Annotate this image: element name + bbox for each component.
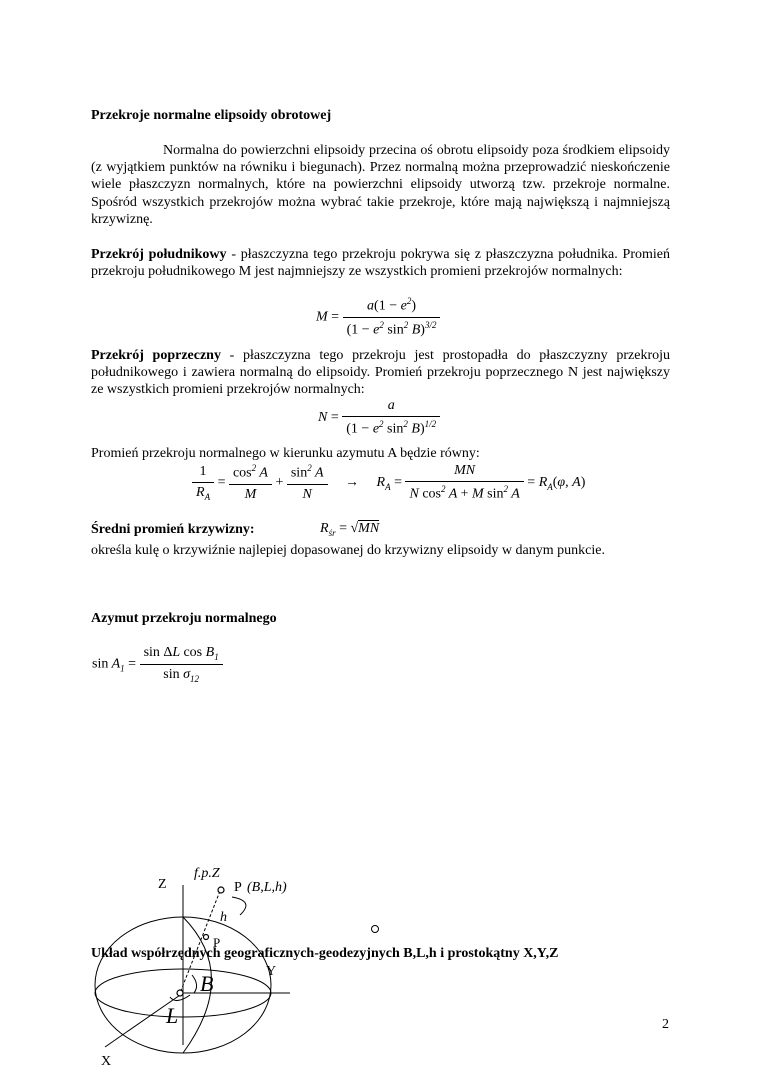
formula-euler-radius: $\frac{1}{R_A}$ = $\frac{\cos^2 A}{M}$ + $\frac{\sin^2 A}{N}$ → $R_A$ = $\frac{MN}{N \cos^2 A + M \sin^2 A}$ = $R_A(\varphi$, A) xyxy=(192,463,585,503)
prime-vertical-paragraph xyxy=(91,347,670,399)
section-heading-normal-sections: Przekroje normalne elipsoidy obrotowej xyxy=(91,108,332,123)
angle-b-arc xyxy=(192,975,197,993)
mean-radius-description: określa kulę o krzywiźnie najlepiej dopasowanej do krzywizny elipsoidy w danym punkcie. xyxy=(91,543,605,558)
label-fpz: f.p.Z xyxy=(194,866,220,881)
prime-vertical-term: Przekrój poprzeczny xyxy=(91,348,221,363)
section-heading-coordinate-systems: Układ współrzędnych geograficznych-geodezyjnych B,L,h i prostokątny X,Y,Z xyxy=(91,946,559,961)
label-x: X xyxy=(101,1054,112,1069)
formula-prime-vertical-radius: N = $\frac{a}{(1 - e^2 \sin^2 B)^{1/2}}$ xyxy=(318,398,440,438)
point-p-top xyxy=(218,887,224,893)
meridian-term: Przekrój południkowy xyxy=(91,247,227,262)
section-heading-azimuth: Azymut przekroju normalnego xyxy=(91,611,277,626)
label-p-top: P xyxy=(234,880,242,895)
page-number: 2 xyxy=(662,1017,669,1032)
mean-radius-term: Średni promień krzywizny: xyxy=(91,522,255,537)
meridian-section-paragraph xyxy=(91,246,670,280)
meridian-description: - płaszczyzna tego przekroju pokrywa się z płaszczyzna południka. Promień przekroju południkowego M jest najmniejszy ze wszystkich promieni przekrojów normalnych: xyxy=(91,247,670,280)
prime-vertical-description: - płaszczyzna tego przekroju jest prostopadła do płaszczyzny przekroju południkowego i zawiera normalną do elipsoidy. Promień przekroju poprzecznego N jest największy ze wszystkich promieni przekrojów normalnych: xyxy=(91,348,670,398)
formula-azimuth: $\sin A_1$ = $\frac{\sin \Delta L \cos B_1}{\sin \sigma_{12}}$ xyxy=(92,645,223,684)
label-p-surface: P xyxy=(213,935,221,950)
brace-curve xyxy=(232,897,246,915)
ellipsoid-coordinate-figure xyxy=(80,855,410,1073)
label-y: Y xyxy=(266,964,277,979)
azimuth-radius-sentence: Promień przekroju normalnego w kierunku azymutu A będzie równy: xyxy=(91,446,480,461)
circle-marker xyxy=(371,925,379,933)
formula-meridian-radius: M = $\frac{a(1 - e^2)}{(1 - e^2 \sin^2 B)^{3/2}}$ xyxy=(316,296,440,338)
label-l: L xyxy=(166,1003,179,1028)
origin-point xyxy=(177,990,183,996)
formula-mean-radius: $R_{śr} = √MN$ xyxy=(320,521,380,538)
label-p-coords: (B,L,h) xyxy=(247,880,287,895)
label-h: h xyxy=(220,910,227,925)
label-z: Z xyxy=(158,877,167,892)
point-p-surface xyxy=(204,935,209,940)
intro-paragraph: Normalna do powierzchni elipsoidy przecina oś obrotu elipsoidy poza środkiem elipsoidy (z wyjątkiem punktów na równiku i biegunach). Przez normalną można przeprowadzić nieskończenie wiele płaszczyzn normalnych, które na powierzchni elipsoidy utworzą tzw. przekroje normalne. Spośród wszystkich przekrojów można wybrać takie przekroje, które mają największą i najmniejszą krzywiznę. xyxy=(91,143,670,227)
label-b: B xyxy=(200,971,214,996)
